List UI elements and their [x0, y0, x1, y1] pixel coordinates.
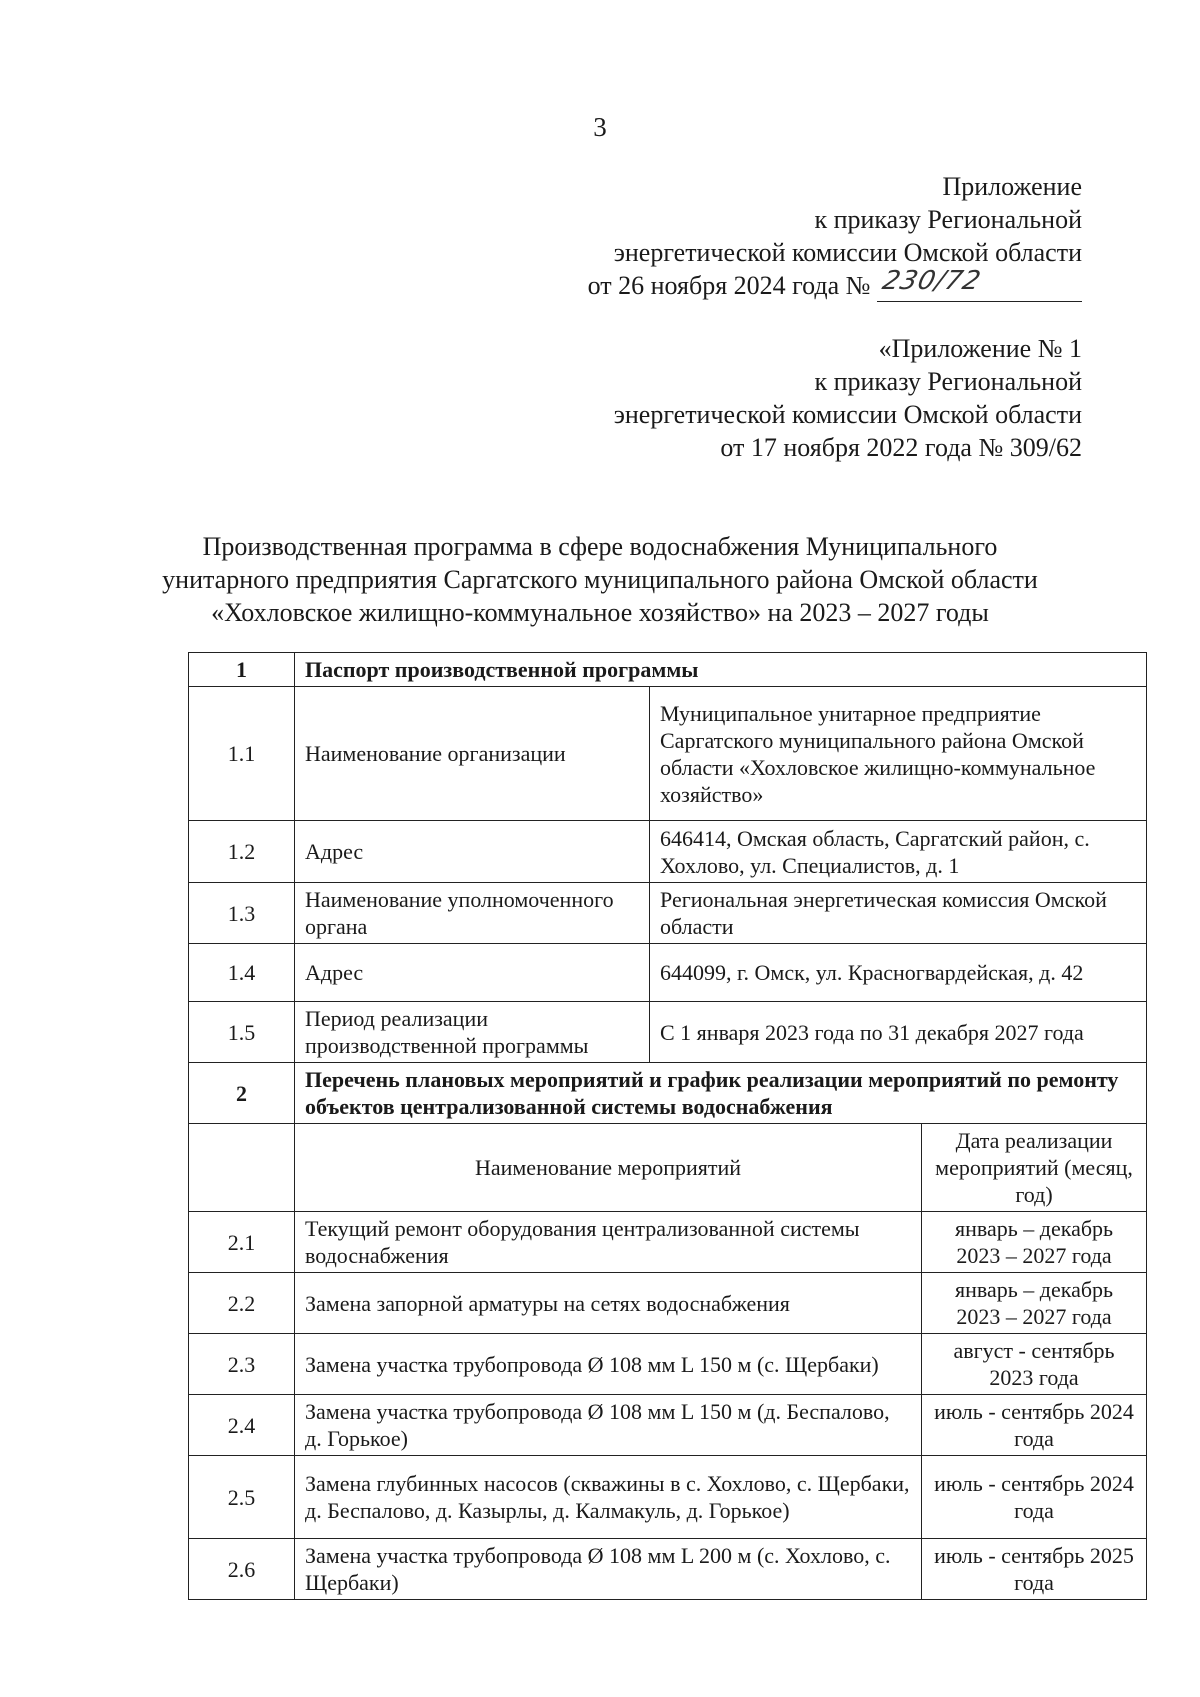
appendix-original-line: от 17 ноября 2022 года № 309/62: [720, 433, 1082, 462]
column-header-date: Дата реализации мероприятий (месяц, год): [922, 1124, 1147, 1212]
row-number: 1.4: [189, 944, 295, 1002]
measure-date: январь – декабрь 2023 – 2027 года: [922, 1212, 1147, 1273]
row-number: 2.3: [189, 1334, 295, 1395]
table-row: [189, 687, 1147, 821]
row-value: Региональная энергетическая комиссия Омской области: [650, 883, 1147, 944]
document-title-line: «Хохловское жилищно-коммунальное хозяйство» на 2023 – 2027 годы: [211, 598, 989, 627]
measure-date: январь – декабрь 2023 – 2027 года: [922, 1273, 1147, 1334]
row-number: 2.1: [189, 1212, 295, 1273]
measure-date: июль - сентябрь 2024 года: [922, 1395, 1147, 1456]
table-row: [189, 1212, 1147, 1273]
appendix-current-block: [588, 170, 1082, 302]
table-header-row: [189, 1124, 1147, 1212]
table-row: [189, 821, 1147, 883]
table-row: [189, 1456, 1147, 1539]
row-number: 1.1: [189, 687, 295, 821]
appendix-original-line: энергетической комиссии Омской области: [613, 400, 1082, 429]
section-number: 2: [189, 1063, 295, 1124]
row-label: Наименование организации: [295, 687, 650, 821]
table-row: [189, 1334, 1147, 1395]
column-header-name: Наименование мероприятий: [295, 1124, 922, 1212]
page-number: 3: [593, 112, 607, 142]
appendix-original-line: «Приложение № 1: [878, 334, 1082, 363]
row-label: Период реализации производственной программы: [295, 1002, 650, 1063]
program-table: [188, 652, 1147, 1600]
table-row: [189, 883, 1147, 944]
document-title-line: Производственная программа в сфере водоснабжения Муниципального: [202, 532, 998, 561]
row-number: 2.6: [189, 1539, 295, 1600]
row-value: Муниципальное унитарное предприятие Саргатского муниципального района Омской области «Хохловское жилищно-коммунальное хозяйство»: [650, 687, 1147, 821]
table-row: [189, 1273, 1147, 1334]
row-number: 1.5: [189, 1002, 295, 1063]
measure-name: Замена участка трубопровода Ø 108 мм L 200 м (с. Хохлово, с. Щербаки): [295, 1539, 922, 1600]
appendix-current-line: Приложение: [942, 172, 1082, 201]
handwritten-order-number: 230/72: [879, 266, 985, 296]
measure-name: Текущий ремонт оборудования централизованной системы водоснабжения: [295, 1212, 922, 1273]
section-number: 1: [189, 653, 295, 687]
row-label: Адрес: [295, 944, 650, 1002]
row-label: Адрес: [295, 821, 650, 883]
document-title: [0, 530, 1200, 629]
order-number-field: [877, 266, 1082, 302]
row-label: Наименование уполномоченного органа: [295, 883, 650, 944]
appendix-order-line: [587, 266, 1082, 302]
appendix-original-line: к приказу Региональной: [814, 367, 1082, 396]
row-value: 644099, г. Омск, ул. Красногвардейская, д. 42: [650, 944, 1147, 1002]
measure-date: июль - сентябрь 2025 года: [922, 1539, 1147, 1600]
row-number: 2.2: [189, 1273, 295, 1334]
order-date-prefix: от 26 ноября 2024 года №: [587, 271, 871, 300]
appendix-current-line: энергетической комиссии Омской области: [613, 238, 1082, 267]
row-number: 1.2: [189, 821, 295, 883]
row-number: 2.5: [189, 1456, 295, 1539]
measure-name: Замена глубинных насосов (скважины в с. Хохлово, с. Щербаки, д. Беспалово, д. Казырлы, д. Калмакуль, д. Горькое): [295, 1456, 922, 1539]
measure-name: Замена запорной арматуры на сетях водоснабжения: [295, 1273, 922, 1334]
table-row: [189, 1002, 1147, 1063]
measure-date: июль - сентябрь 2024 года: [922, 1456, 1147, 1539]
section-header-row: [189, 653, 1147, 687]
table-row: [189, 1539, 1147, 1600]
table-row: [189, 944, 1147, 1002]
measure-name: Замена участка трубопровода Ø 108 мм L 150 м (с. Щербаки): [295, 1334, 922, 1395]
row-number: 2.4: [189, 1395, 295, 1456]
measure-date: август - сентябрь 2023 года: [922, 1334, 1147, 1395]
section-title: Паспорт производственной программы: [295, 653, 1147, 687]
row-value: С 1 января 2023 года по 31 декабря 2027 года: [650, 1002, 1147, 1063]
row-number: 1.3: [189, 883, 295, 944]
appendix-current-line: к приказу Региональной: [814, 205, 1082, 234]
table-row: [189, 1395, 1147, 1456]
appendix-original-block: [614, 332, 1082, 464]
row-value: 646414, Омская область, Саргатский район, с. Хохлово, ул. Специалистов, д. 1: [650, 821, 1147, 883]
document-title-line: унитарного предприятия Саргатского муниципального района Омской области: [162, 565, 1038, 594]
section-header-row: [189, 1063, 1147, 1124]
empty-cell: [189, 1124, 295, 1212]
section-title: Перечень плановых мероприятий и график реализации мероприятий по ремонту объектов централизованной системы водоснабжения: [295, 1063, 1147, 1124]
measure-name: Замена участка трубопровода Ø 108 мм L 150 м (д. Беспалово, д. Горькое): [295, 1395, 922, 1456]
